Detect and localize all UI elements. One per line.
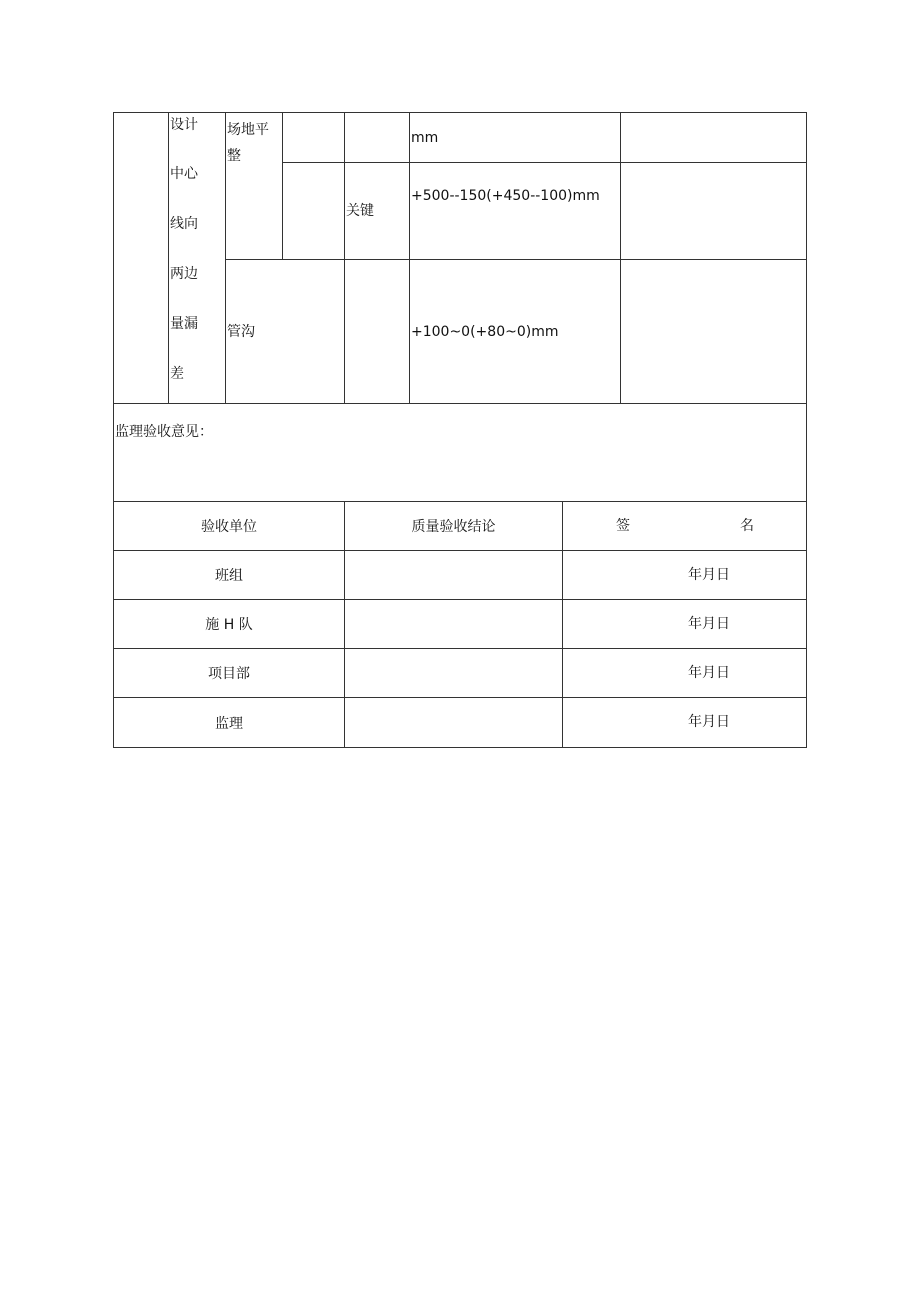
signoff-unit-cell xyxy=(113,697,345,748)
site-subitem-2 xyxy=(344,112,410,163)
signoff-date: 年月日 xyxy=(688,714,730,730)
signoff-conclusion-cell xyxy=(344,648,563,698)
trench-tolerance-value: +100~0(+80~0)mm xyxy=(411,324,559,340)
key-result xyxy=(620,162,807,260)
signoff-date: 年月日 xyxy=(688,567,730,583)
trench-blank-cell xyxy=(344,259,410,404)
category-line: 中心 xyxy=(170,166,198,182)
signoff-date-cell xyxy=(562,697,807,748)
category-line: 设计 xyxy=(170,117,198,133)
site-level-item xyxy=(225,112,283,260)
category-line: 线向 xyxy=(170,216,198,232)
signoff-conclusion-cell xyxy=(344,599,563,649)
site-level-label: 场地平 xyxy=(227,122,269,138)
signature-header-left: 签 xyxy=(616,518,630,534)
trench-tolerance xyxy=(409,259,621,404)
signoff-unit-cell xyxy=(113,648,345,698)
site-result xyxy=(620,112,807,163)
signoff-date: 年月日 xyxy=(688,665,730,681)
unit-header xyxy=(113,501,345,551)
signoff-unit-label: 班组 xyxy=(215,568,243,584)
conclusion-header xyxy=(344,501,563,551)
key-item xyxy=(344,162,410,260)
signoff-conclusion-cell xyxy=(344,550,563,600)
key-tolerance-value: +500--150(+450--100)mm xyxy=(411,188,600,204)
signoff-conclusion-cell xyxy=(344,697,563,748)
trench-label: 管沟 xyxy=(227,324,255,340)
site-subitem-1 xyxy=(282,112,345,163)
site-tolerance-value: mm xyxy=(411,130,439,146)
signoff-date-cell xyxy=(562,550,807,600)
key-blank-cell xyxy=(282,162,345,260)
signature-header xyxy=(562,501,807,551)
site-tolerance xyxy=(409,112,621,163)
signoff-unit-cell xyxy=(113,550,345,600)
signoff-date-cell xyxy=(562,648,807,698)
category-line: 量漏 xyxy=(170,316,198,332)
category-cell xyxy=(168,112,226,404)
signoff-unit-label: 监理 xyxy=(215,715,243,732)
category-line: 两边 xyxy=(170,266,198,282)
supervision-opinion-label: 监理验收意见： xyxy=(115,424,213,440)
conclusion-header-label: 质量验收结论 xyxy=(411,519,496,535)
signature-header-right: 名 xyxy=(740,518,754,534)
signoff-unit-label: 施 H 队 xyxy=(205,617,253,633)
signoff-unit-cell xyxy=(113,599,345,649)
trench-item xyxy=(225,259,345,404)
key-label: 关键 xyxy=(346,203,374,219)
category-line: 差 xyxy=(170,366,184,382)
supervision-opinion-box xyxy=(113,403,807,502)
unit-header-label: 验收单位 xyxy=(201,519,257,535)
trench-result xyxy=(620,259,807,404)
signoff-date-cell xyxy=(562,599,807,649)
signoff-unit-label: 项目部 xyxy=(208,666,250,682)
site-level-label-2: 整 xyxy=(227,148,241,164)
key-tolerance xyxy=(409,162,621,260)
signoff-date: 年月日 xyxy=(688,616,730,632)
blank-left-column xyxy=(113,112,169,404)
